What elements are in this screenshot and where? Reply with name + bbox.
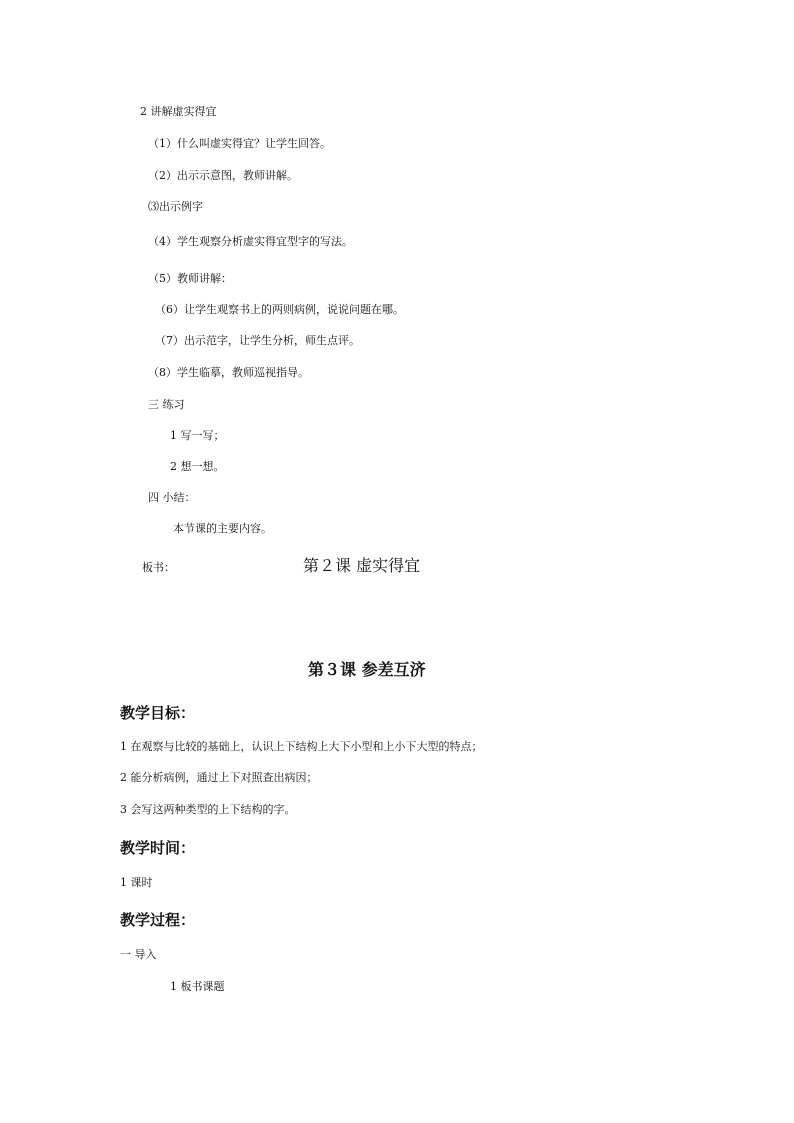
practice-heading: 三 练习	[148, 398, 185, 411]
time-value: 1 课时	[120, 876, 153, 889]
step-item-1: （1）什么叫虚实得宜？让学生回答。	[148, 137, 331, 150]
goals-heading: 教学目标：	[120, 704, 196, 722]
step-item-4: （4）学生观察分析虚实得宜型字的写法。	[148, 235, 353, 248]
goal-item-2: 2 能分析病例，通过上下对照查出病因；	[120, 771, 318, 784]
goal-item-1: 1 在观察与比较的基础上，认识上下结构上大下小型和上小下大型的特点；	[120, 740, 483, 753]
process-step-item-1: 1 板书课题	[170, 980, 225, 993]
summary-heading: 四 小结：	[148, 491, 196, 504]
step-item-6: （6）让学生观察书上的两则病例，说说问题在哪。	[155, 303, 404, 316]
process-step-intro: 一 导入	[120, 948, 157, 961]
time-heading: 教学时间：	[120, 839, 196, 857]
step-item-3: ⑶出示例字	[148, 200, 203, 213]
process-heading: 教学过程：	[120, 911, 196, 929]
step-item-5: （5）教师讲解：	[148, 272, 232, 285]
practice-item-1: 1 写一写；	[170, 429, 225, 442]
step-item-2: （2）出示示意图，教师讲解。	[148, 169, 298, 182]
section-heading-explain: 2 讲解虚实得宜	[140, 105, 217, 118]
practice-item-2: 2 想一想。	[170, 460, 225, 473]
goal-item-3: 3 会写这两种类型的上下结构的字。	[120, 803, 296, 816]
summary-text: 本节课的主要内容。	[173, 522, 272, 535]
step-item-8: （8）学生临摹，教师巡视指导。	[148, 366, 309, 379]
step-item-7: （7）出示范字，让学生分析，师生点评。	[155, 334, 360, 347]
board-label: 板书：	[142, 561, 175, 574]
lesson-title: 第３课 参差互济	[308, 660, 426, 679]
board-title: 第２课 虚实得宜	[303, 556, 421, 575]
